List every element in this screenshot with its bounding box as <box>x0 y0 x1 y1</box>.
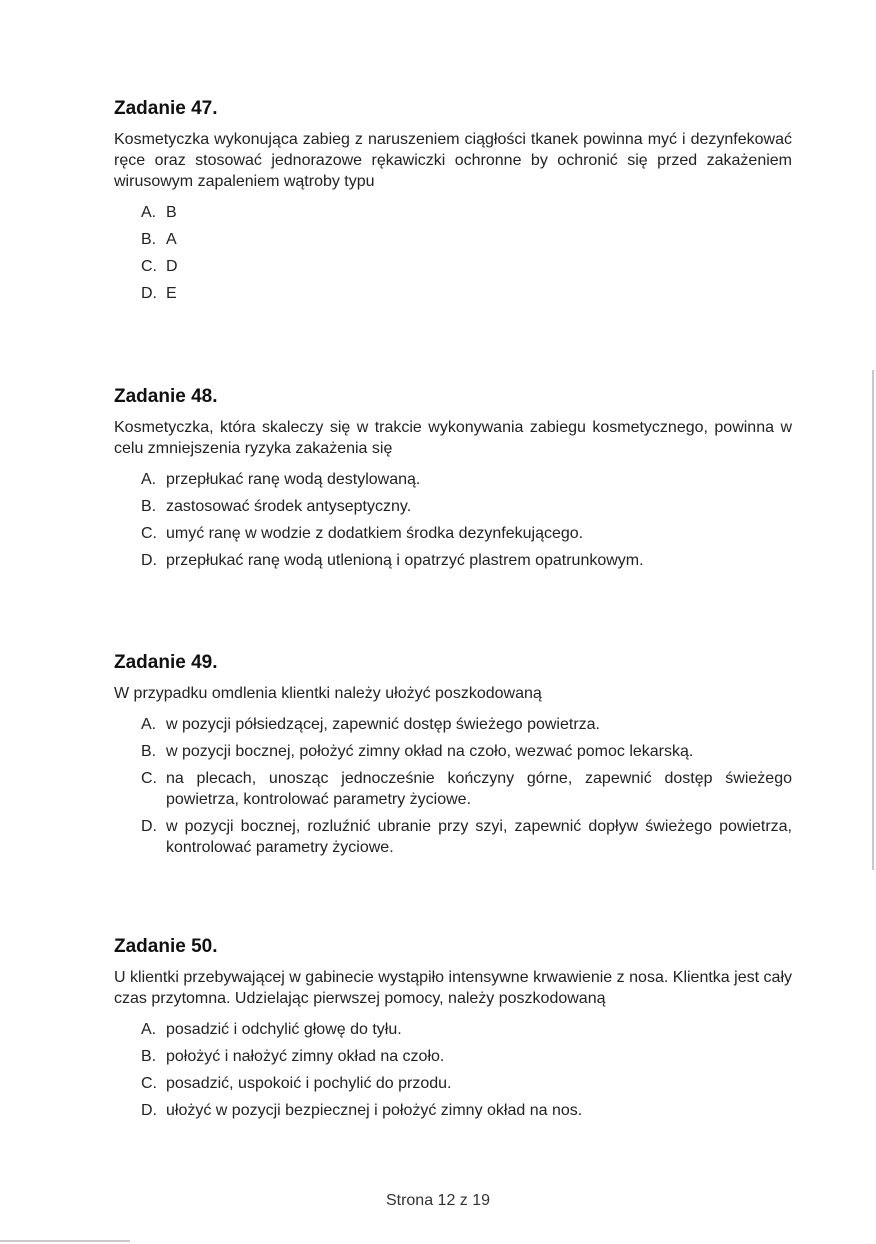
answer-option-a <box>114 714 792 735</box>
option-text: ułożyć w pozycji bezpiecznej i położyć zimny okład na nos. <box>166 1102 583 1119</box>
option-text: na plecach, unosząc jednocześnie kończyny górne, zapewnić dostęp świeżego powietrza, kontrolować parametry życiowe. <box>166 770 792 808</box>
option-letter: B. <box>141 231 157 248</box>
answer-option-c <box>114 768 792 810</box>
option-letter: A. <box>141 1021 157 1038</box>
option-letter: A. <box>141 471 157 488</box>
option-letter: A. <box>141 716 157 733</box>
answer-options <box>114 1019 792 1121</box>
option-letter: A. <box>141 204 157 221</box>
option-letter: C. <box>141 770 157 787</box>
answer-option-d <box>114 816 792 858</box>
option-text: przepłukać ranę wodą destylowaną. <box>166 471 421 488</box>
task-49 <box>114 652 792 864</box>
option-text: posadzić i odchylić głowę do tyłu. <box>166 1021 402 1038</box>
option-text: posadzić, uspokoić i pochylić do przodu. <box>166 1075 452 1092</box>
task-title: Zadanie 47. <box>114 98 218 119</box>
option-text: D <box>166 258 178 275</box>
option-text: A <box>166 231 177 248</box>
option-letter: B. <box>141 743 157 760</box>
answer-option-a <box>114 202 792 223</box>
option-letter: D. <box>141 1102 157 1119</box>
option-text: w pozycji bocznej, rozluźnić ubranie przy szyi, zapewnić dopływ świeżego powietrza, kontrolować parametry życiowe. <box>166 818 792 856</box>
answer-options <box>114 202 792 304</box>
answer-options <box>114 469 792 571</box>
task-stem: W przypadku omdlenia klientki należy ułożyć poszkodowaną <box>114 685 542 702</box>
option-text: w pozycji półsiedzącej, zapewnić dostęp świeżego powietrza. <box>166 716 600 733</box>
answer-option-d <box>114 283 792 304</box>
answer-option-b <box>114 229 792 250</box>
option-text: w pozycji bocznej, położyć zimny okład na czoło, wezwać pomoc lekarską. <box>166 743 694 760</box>
task-stem: Kosmetyczka wykonująca zabieg z naruszeniem ciągłości tkanek powinna myć i dezynfekować ręce oraz stosować jednorazowe rękawiczki ochronne by ochronić się przed zakażeniem wirusowym zapaleniem wątroby typu <box>114 131 792 190</box>
answer-option-b <box>114 741 792 762</box>
option-text: B <box>166 204 177 221</box>
answer-option-a <box>114 1019 792 1040</box>
answer-option-a <box>114 469 792 490</box>
task-stem: Kosmetyczka, która skaleczy się w trakcie wykonywania zabiegu kosmetycznego, powinna w celu zmniejszenia ryzyka zakażenia się <box>114 419 792 457</box>
task-title: Zadanie 50. <box>114 936 218 957</box>
option-text: przepłukać ranę wodą utlenioną i opatrzyć plastrem opatrunkowym. <box>166 552 644 569</box>
answer-option-b <box>114 1046 792 1067</box>
task-47 <box>114 98 792 310</box>
option-letter: B. <box>141 1048 157 1065</box>
answer-option-c <box>114 1073 792 1094</box>
option-letter: B. <box>141 498 157 515</box>
task-title: Zadanie 48. <box>114 386 218 407</box>
task-stem: U klientki przebywającej w gabinecie wystąpiło intensywne krwawienie z nosa. Klientka jest cały czas przytomna. Udzielając pierwszej pomocy, należy poszkodowaną <box>114 969 792 1007</box>
scan-edge-mark <box>872 370 874 870</box>
answer-option-c <box>114 523 792 544</box>
page-number: Strona 12 z 19 <box>385 1192 491 1209</box>
option-letter: D. <box>141 285 157 302</box>
option-text: położyć i nałożyć zimny okład na czoło. <box>166 1048 445 1065</box>
option-text: zastosować środek antyseptyczny. <box>166 498 412 515</box>
option-letter: C. <box>141 1075 157 1092</box>
option-letter: C. <box>141 258 157 275</box>
option-letter: C. <box>141 525 157 542</box>
answer-options <box>114 714 792 858</box>
task-48 <box>114 386 792 577</box>
option-letter: D. <box>141 552 157 569</box>
answer-option-c <box>114 256 792 277</box>
task-title: Zadanie 49. <box>114 652 218 673</box>
answer-option-d <box>114 1100 792 1121</box>
answer-option-b <box>114 496 792 517</box>
option-text: E <box>166 285 177 302</box>
option-text: umyć ranę w wodzie z dodatkiem środka dezynfekującego. <box>166 525 584 542</box>
option-letter: D. <box>141 818 157 835</box>
answer-option-d <box>114 550 792 571</box>
task-50 <box>114 936 792 1127</box>
scan-bottom-mark <box>0 1240 130 1242</box>
